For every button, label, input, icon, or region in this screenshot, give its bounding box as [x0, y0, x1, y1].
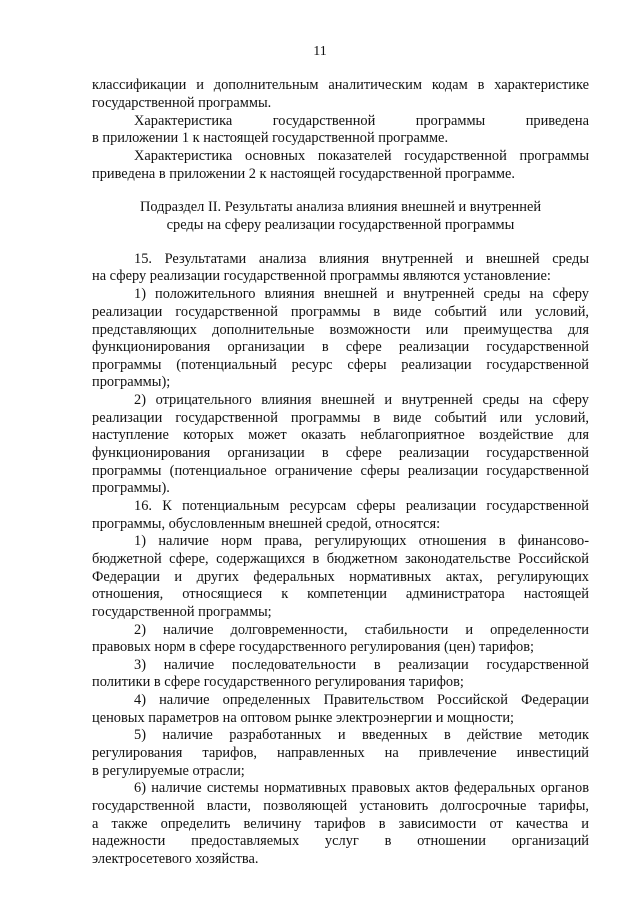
- subsection-heading: среды на сферу реализации государственной программы: [166, 217, 515, 233]
- text-line: в приложении 1 к настоящей государственной программе.: [92, 130, 449, 146]
- text-line: надежности предоставляемых услуг в отношении организаций: [92, 833, 589, 849]
- text-line: ценовых параметров на оптовом рынке электроэнергии и мощности;: [92, 710, 515, 726]
- text-line: 2) отрицательного влияния внешней и внутренней среды на сферу: [134, 392, 589, 408]
- text-line: Характеристика основных показателей государственной программы: [134, 148, 589, 164]
- text-line: правовых норм в сфере государственного регулирования (цен) тарифов;: [92, 639, 535, 655]
- text-line: государственной программы.: [92, 95, 272, 111]
- text-line: политики в сфере государственного регулирования тарифов;: [92, 674, 464, 690]
- text-line: 3) наличие последовательности в реализации государственной: [134, 657, 589, 673]
- text-line: Федерации и других федеральных нормативных актах, регулирующих: [92, 569, 589, 585]
- text-line: 1) положительного влияния внешней и внутренней среды на сферу: [134, 286, 589, 302]
- text-line: программы);: [92, 374, 171, 390]
- text-line: государственной власти, позволяющей установить долгосрочные тарифы,: [92, 798, 589, 814]
- page-number: 11: [313, 44, 327, 59]
- text-line: бюджетной сфере, содержащихся в бюджетном законодательстве Российской: [92, 551, 589, 567]
- text-line: 4) наличие определенных Правительством Российской Федерации: [134, 692, 589, 708]
- text-line: функционирования организации в сфере реализации государственной: [92, 445, 589, 461]
- text-line: 16. К потенциальным ресурсам сферы реализации государственной: [134, 498, 589, 514]
- text-line: программы).: [92, 480, 170, 496]
- text-line: в регулируемые отрасли;: [92, 763, 245, 779]
- text-line: наступление которых может оказать неблагоприятное воздействие для: [92, 427, 589, 443]
- text-line: классификации и дополнительным аналитическим кодам в характеристике: [92, 77, 589, 93]
- text-line: реализации государственной программы в виде событий или условий,: [92, 410, 589, 426]
- text-line: Характеристика государственной программы приведена: [134, 113, 589, 129]
- text-line: 2) наличие долговременности, стабильности и определенности: [134, 622, 589, 638]
- text-line: 5) наличие разработанных и введенных в действие методик: [134, 727, 589, 743]
- text-line: реализации государственной программы в виде событий или условий,: [92, 304, 589, 320]
- text-line: государственной программы;: [92, 604, 272, 620]
- text-line: 6) наличие системы нормативных правовых актов федеральных органов: [134, 780, 589, 796]
- text-line: 15. Результатами анализа влияния внутренней и внешней среды: [134, 251, 589, 267]
- text-line: электросетевого хозяйства.: [92, 851, 259, 867]
- text-line: 1) наличие норм права, регулирующих отношения в финансово-: [134, 533, 589, 549]
- text-line: программы (потенциальное ограничение сферы реализации государственной: [92, 463, 589, 479]
- text-line: приведена в приложении 2 к настоящей государственной программе.: [92, 166, 515, 182]
- text-line: отношения, относящиеся к компетенции администратора настоящей: [92, 586, 589, 602]
- text-line: программы (потенциальный ресурс сферы реализации государственной: [92, 357, 589, 373]
- text-line: программы, обусловленным внешней средой, относятся:: [92, 516, 441, 532]
- text-line: представляющих дополнительные возможности или преимущества для: [92, 322, 589, 338]
- text-line: регулирования тарифов, направленных на привлечение инвестиций: [92, 745, 589, 761]
- subsection-heading: Подраздел II. Результаты анализа влияния внешней и внутренней: [139, 199, 542, 215]
- text-line: а также определить величину тарифов в зависимости от качества и: [92, 816, 589, 832]
- text-line: на сферу реализации государственной программы являются установление:: [92, 268, 551, 284]
- text-line: функционирования организации в сфере реализации государственной: [92, 339, 589, 355]
